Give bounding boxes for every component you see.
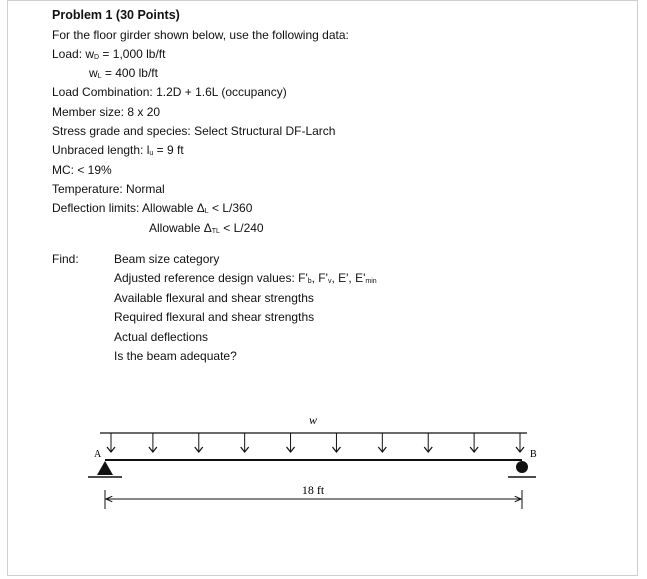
dead-load-line: Load: $w_D = 1,000$ lb/ft	[52, 47, 166, 61]
deflection-limit-live: Deflection limits: Allowable $\Delta_L < L/360$	[52, 201, 253, 215]
find-item-adequacy: Is the beam adequate?	[114, 349, 237, 363]
deflection-limit-total: Allowable $\Delta_{TL} < L/240$	[149, 221, 264, 235]
pin-support-a	[97, 461, 113, 475]
find-label: Find:	[52, 252, 79, 266]
support-label-b: B	[530, 449, 537, 460]
find-item-adjusted-values: Adjusted reference design values: $F'_b$, $F'_v$, E', $E'_{min}$	[114, 271, 377, 285]
unbraced-length: Unbraced length: $l_u = 9$ ft	[52, 143, 184, 157]
distributed-load-arrows	[107, 433, 524, 452]
stress-grade: Stress grade and species: Select Structural DF-Larch	[52, 124, 336, 138]
roller-support-b	[516, 461, 528, 473]
problem-title: Problem 1 (30 Points)	[52, 8, 180, 22]
load-label-w: w	[308, 413, 318, 427]
intro-text: For the floor girder shown below, use the following data:	[52, 28, 349, 42]
find-item-deflections: Actual deflections	[114, 330, 209, 344]
span-label: 18 ft	[301, 483, 325, 497]
moisture-content: MC: < 19%	[52, 163, 112, 177]
find-item-beam-size: Beam size category	[114, 252, 220, 266]
find-item-available-strengths: Available flexural and shear strengths	[114, 291, 314, 305]
temperature: Temperature: Normal	[52, 182, 165, 196]
support-label-a: A	[94, 449, 102, 460]
load-combination: Load Combination: 1.2D + 1.6L (occupancy)	[52, 85, 287, 99]
find-item-required-strengths: Required flexural and shear strengths	[114, 310, 315, 324]
member-size: Member size: 8 x 20	[52, 105, 161, 119]
live-load-line: $w_L = 400$ lb/ft	[89, 66, 158, 80]
